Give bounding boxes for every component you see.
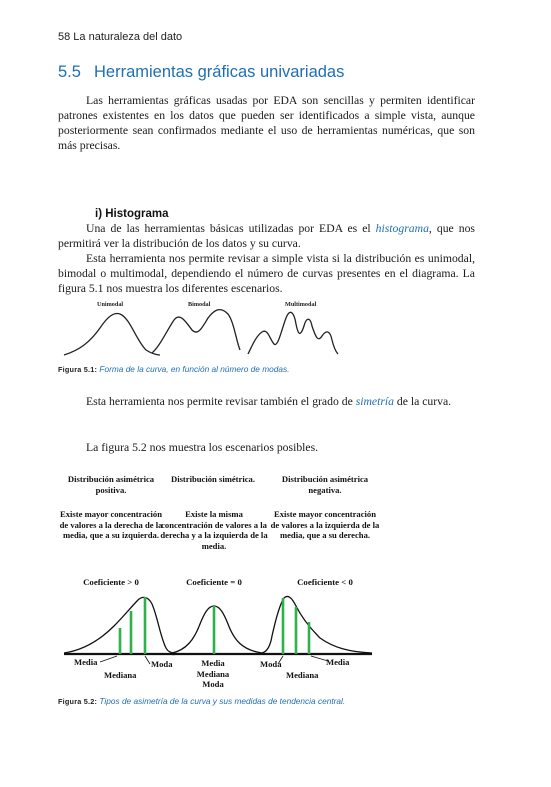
symmetric-media-label: Media bbox=[201, 658, 225, 668]
fig1-caption-text: Forma de la curva, en función al número de modas. bbox=[99, 364, 290, 374]
positive-moda-pointer bbox=[145, 656, 150, 664]
fig1-label-unimodal: Unimodal bbox=[97, 301, 124, 308]
positive-media-label: Media bbox=[74, 657, 98, 667]
sym-text-before: Esta herramienta nos permite revisar también el grado de bbox=[86, 395, 356, 408]
positive-mediana-label: Mediana bbox=[104, 670, 137, 680]
intro-paragraph: Las herramientas gráficas usadas por EDA son sencillas y permiten identificar patrones existentes en los datos que pueden ser identificados a simple vista, aunque posteriormente sean confirmados mediante el uso de herramientas numéricas, que son más precisas. bbox=[58, 94, 475, 152]
simetria-term: simetría bbox=[355, 395, 394, 408]
col2-coefficient: Coeficiente = 0 bbox=[186, 577, 242, 587]
figure-5-2-caption bbox=[58, 696, 345, 706]
hp1-text-after: , que nos permitirá ver la distribución de los datos y su curva. bbox=[58, 222, 475, 250]
section-number: 5.5 bbox=[58, 63, 81, 81]
positive-moda-label: Moda bbox=[151, 659, 173, 669]
negative-moda-label: Moda bbox=[260, 659, 282, 669]
col1-title: Distribución asimétrica positiva. bbox=[67, 474, 155, 495]
running-header: 58 La naturaleza del dato bbox=[58, 31, 183, 43]
fig2-caption-text: Tipos de asimetría de la curva y sus medidas de tendencia central. bbox=[99, 696, 346, 706]
fig1-caption-label: Figura 5.1: bbox=[58, 365, 98, 374]
histograma-term: histograma bbox=[375, 222, 429, 235]
hp1-text-before: Una de las herramientas básicas utilizadas por EDA es el bbox=[86, 222, 376, 235]
figure-5-2-intro: La figura 5.2 nos muestra los escenarios posibles. bbox=[86, 441, 319, 454]
col3-description: Existe mayor concentración de valores a la izquierda de la media, que a su derecha. bbox=[270, 509, 380, 541]
fig2-caption-label: Figura 5.2: bbox=[58, 697, 98, 706]
sym-text-after: de la curva. bbox=[394, 395, 452, 408]
col2-description: Existe la misma concentración de valores a la derecha y a la izquierda de la media. bbox=[160, 509, 268, 551]
symmetric-moda-label: Moda bbox=[202, 679, 224, 690]
col2-title: Distribución simétrica. bbox=[170, 474, 256, 484]
symmetric-mediana-label: Mediana bbox=[196, 668, 230, 679]
positive-media-pointer bbox=[100, 656, 117, 662]
negative-mediana-label: Mediana bbox=[286, 670, 319, 680]
negative-media-label: Media bbox=[326, 657, 350, 667]
histogram-paragraph-2: Esta herramienta nos permite revisar a simple vista si la distribución es unimodal, bimodal o multimodal, dependiendo el número de curvas presentes en el diagrama. La figura 5.1 nos muestra los diferentes escenarios. bbox=[58, 252, 475, 295]
col3-coefficient: Coeficiente < 0 bbox=[297, 577, 353, 587]
fig1-label-multimodal: Multimodal bbox=[285, 301, 317, 308]
section-title-text: Herramientas gráficas univariadas bbox=[94, 63, 345, 81]
negative-skew-curve bbox=[262, 596, 372, 653]
subsection-heading: i) Histograma bbox=[95, 208, 169, 220]
col1-description: Existe mayor concentración de valores a la derecha de la media, que a su izquierda. bbox=[59, 509, 163, 541]
symmetric-labels bbox=[178, 658, 248, 690]
symmetric-curve bbox=[172, 606, 262, 653]
col3-title: Distribución asimétrica negativa. bbox=[281, 474, 369, 495]
fig1-label-bimodal: Bimodal bbox=[188, 301, 211, 308]
col1-coefficient: Coeficiente > 0 bbox=[83, 577, 139, 587]
